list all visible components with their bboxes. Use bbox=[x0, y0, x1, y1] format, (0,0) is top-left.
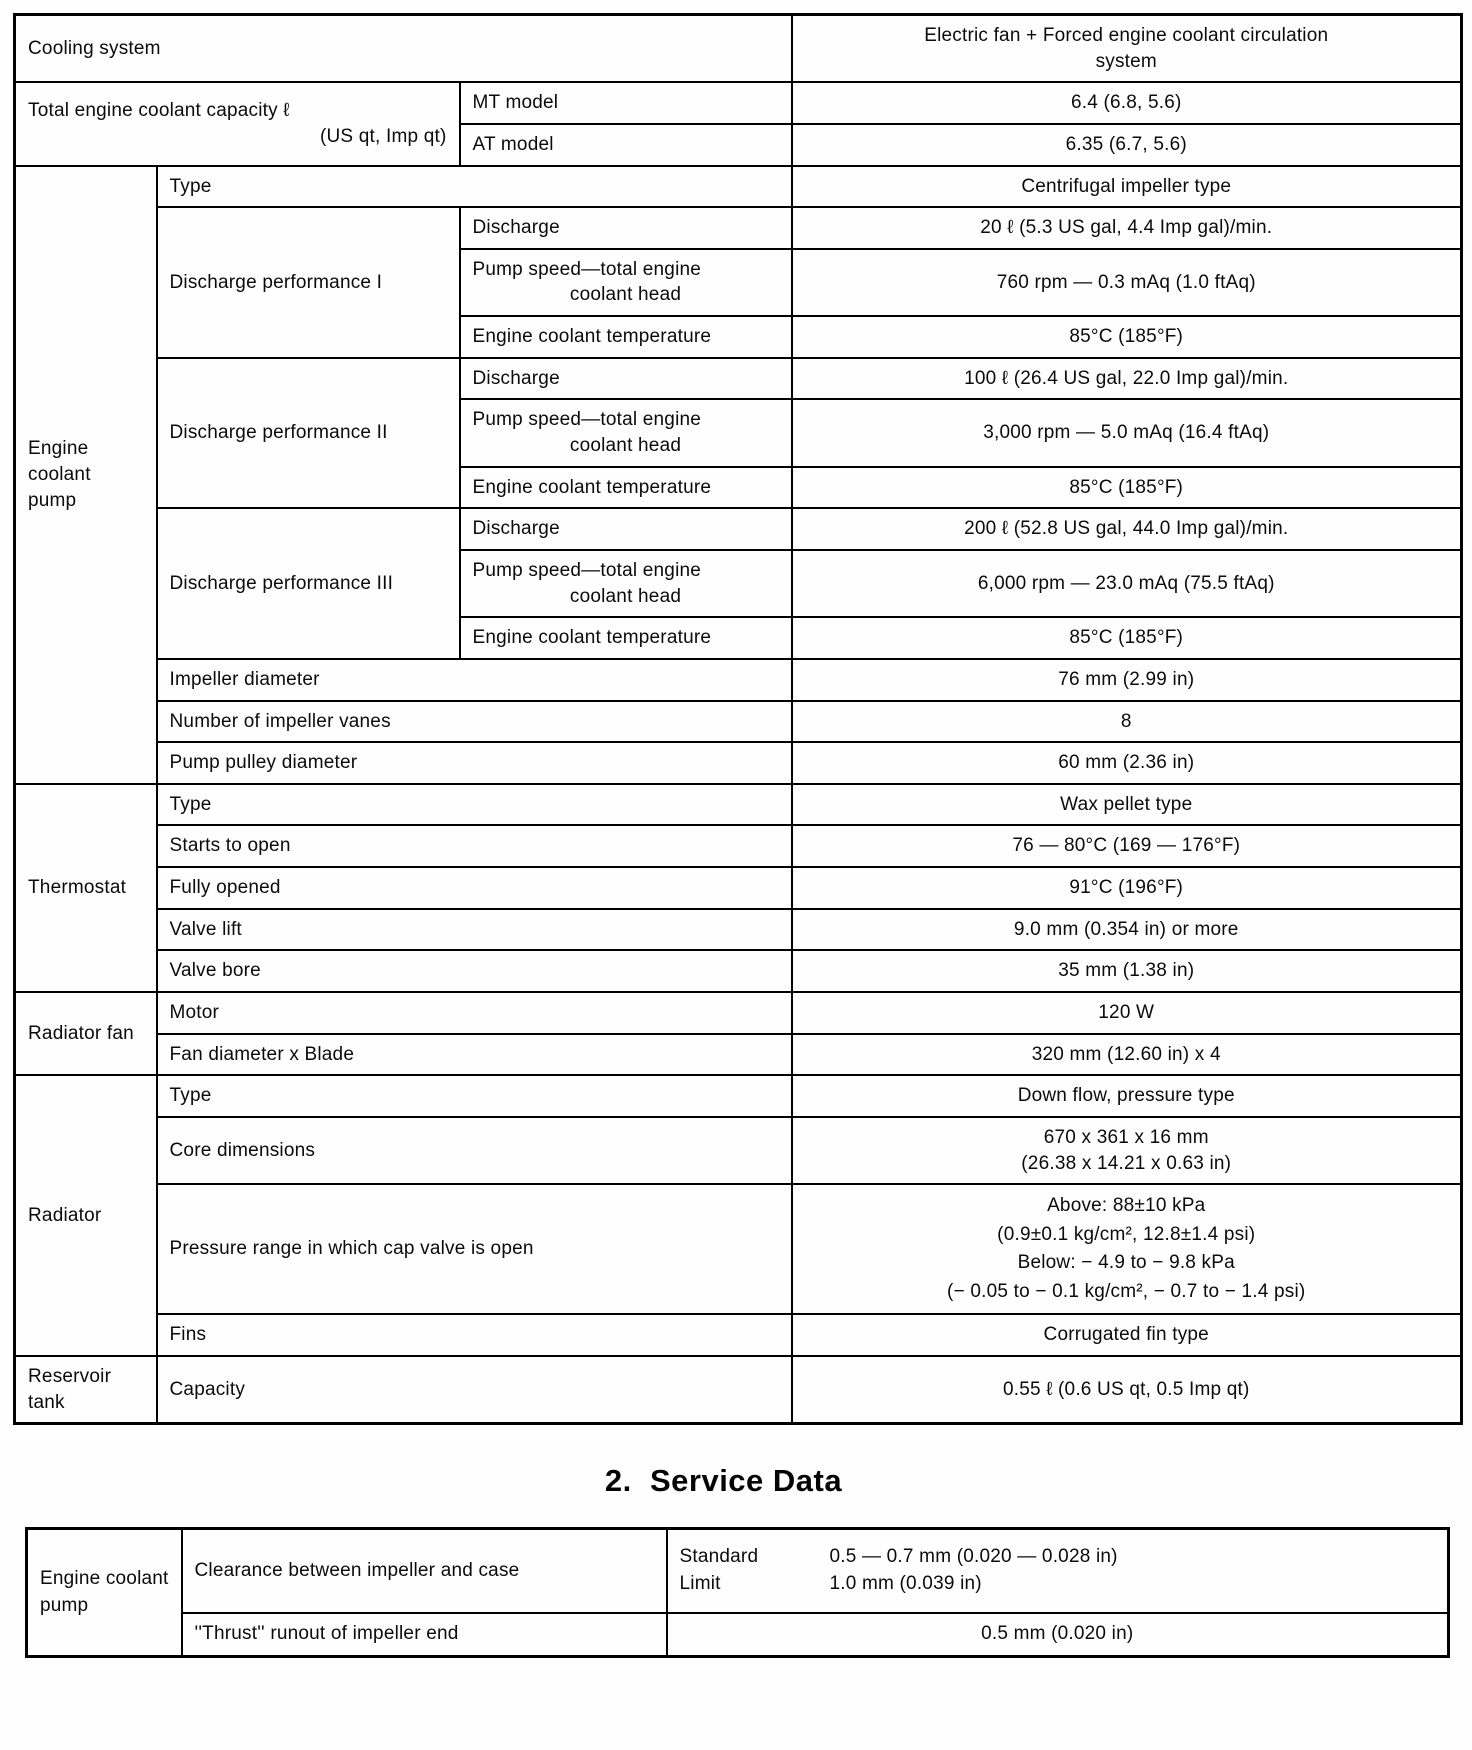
perf2-pump-speed-label bbox=[460, 399, 792, 466]
limit-label: Limit bbox=[679, 1572, 721, 1594]
radiator-type-value: Down flow, pressure type bbox=[792, 1075, 1462, 1117]
thrust-runout-label: ''Thrust'' runout of impeller end bbox=[182, 1613, 667, 1657]
perf1-temperature-label: Engine coolant temperature bbox=[460, 316, 792, 358]
perf3-temperature-label: Engine coolant temperature bbox=[460, 617, 792, 659]
core-dimensions-label: Core dimensions bbox=[157, 1117, 792, 1184]
starts-to-open-value: 76 — 80°C (169 — 176°F) bbox=[792, 825, 1462, 867]
value-line: (− 0.05 to − 0.1 kg/cm², − 0.7 to − 1.4 psi) bbox=[947, 1280, 1306, 1302]
fins-label: Fins bbox=[157, 1314, 792, 1356]
pump-pulley-diameter-value: 60 mm (2.36 in) bbox=[792, 742, 1462, 784]
pressure-range-value bbox=[792, 1184, 1462, 1314]
perf2-temperature-value: 85°C (185°F) bbox=[792, 467, 1462, 509]
label-line: Pump speed—total engine bbox=[472, 409, 702, 431]
reservoir-tank-section-label: Reservoir tank bbox=[15, 1356, 157, 1424]
core-dimensions-value bbox=[792, 1117, 1462, 1184]
label-line: coolant head bbox=[569, 585, 682, 607]
table-row bbox=[27, 1613, 1449, 1657]
table-row bbox=[15, 1314, 1462, 1356]
fins-value: Corrugated fin type bbox=[792, 1314, 1462, 1356]
table-row bbox=[15, 82, 1462, 124]
table-row bbox=[27, 1529, 1449, 1613]
fan-diameter-value: 320 mm (12.60 in) x 4 bbox=[792, 1034, 1462, 1076]
standard-label: Standard bbox=[679, 1546, 759, 1568]
table-row bbox=[15, 992, 1462, 1034]
cooling-system-label: Cooling system bbox=[15, 15, 792, 83]
table-row bbox=[15, 867, 1462, 909]
table-row bbox=[15, 659, 1462, 701]
coolant-capacity-label bbox=[15, 82, 460, 165]
table-row bbox=[15, 1356, 1462, 1424]
perf2-discharge-label: Discharge bbox=[460, 358, 792, 400]
limit-row bbox=[680, 1571, 1436, 1598]
cooling-system-value bbox=[792, 15, 1462, 83]
table-row bbox=[15, 784, 1462, 826]
value-line: Electric fan + Forced engine coolant circulation bbox=[924, 25, 1329, 46]
table-row bbox=[15, 742, 1462, 784]
label-line: coolant head bbox=[569, 435, 682, 457]
perf1-pump-speed-label bbox=[460, 249, 792, 316]
perf2-temperature-label: Engine coolant temperature bbox=[460, 467, 792, 509]
pump-pulley-diameter-label: Pump pulley diameter bbox=[157, 742, 792, 784]
value-line: (0.9±0.1 kg/cm², 12.8±1.4 psi) bbox=[997, 1223, 1256, 1245]
perf3-pump-speed-label bbox=[460, 550, 792, 617]
impeller-diameter-label: Impeller diameter bbox=[157, 659, 792, 701]
value-line: 670 x 361 x 16 mm bbox=[1043, 1126, 1209, 1148]
table-row bbox=[15, 1117, 1462, 1184]
fully-opened-label: Fully opened bbox=[157, 867, 792, 909]
impeller-vanes-label: Number of impeller vanes bbox=[157, 701, 792, 743]
thrust-runout-value: 0.5 mm (0.020 in) bbox=[667, 1613, 1449, 1657]
thermostat-type-value: Wax pellet type bbox=[792, 784, 1462, 826]
table-row bbox=[15, 1075, 1462, 1117]
limit-value: 1.0 mm (0.039 in) bbox=[829, 1572, 982, 1594]
valve-lift-label: Valve lift bbox=[157, 909, 792, 951]
at-model-value: 6.35 (6.7, 5.6) bbox=[792, 124, 1462, 166]
perf2-pump-speed-value: 3,000 rpm — 5.0 mAq (16.4 ftAq) bbox=[792, 399, 1462, 466]
discharge-performance-2-label: Discharge performance II bbox=[157, 358, 460, 509]
table-row bbox=[15, 701, 1462, 743]
engine-coolant-pump-section-label: Engine coolant pump bbox=[15, 166, 157, 784]
mt-model-label: MT model bbox=[460, 82, 792, 124]
valve-bore-label: Valve bore bbox=[157, 950, 792, 992]
label-line: (US qt, Imp qt) bbox=[319, 125, 447, 147]
table-row bbox=[15, 1184, 1462, 1314]
service-pump-section-label: Engine coolant pump bbox=[27, 1529, 182, 1657]
thermostat-type-label: Type bbox=[157, 784, 792, 826]
label-line: coolant head bbox=[569, 284, 682, 306]
pump-type-value: Centrifugal impeller type bbox=[792, 166, 1462, 208]
impeller-vanes-value: 8 bbox=[792, 701, 1462, 743]
perf3-temperature-value: 85°C (185°F) bbox=[792, 617, 1462, 659]
fan-diameter-label: Fan diameter x Blade bbox=[157, 1034, 792, 1076]
label-line: Total engine coolant capacity ℓ bbox=[28, 100, 290, 122]
clearance-label: Clearance between impeller and case bbox=[182, 1529, 667, 1613]
discharge-performance-1-label: Discharge performance I bbox=[157, 207, 460, 358]
radiator-type-label: Type bbox=[157, 1075, 792, 1117]
valve-bore-value: 35 mm (1.38 in) bbox=[792, 950, 1462, 992]
perf3-discharge-value: 200 ℓ (52.8 US gal, 44.0 Imp gal)/min. bbox=[792, 508, 1462, 550]
value-line: (26.38 x 14.21 x 0.63 in) bbox=[1021, 1152, 1232, 1174]
perf3-pump-speed-value: 6,000 rpm — 23.0 mAq (75.5 ftAq) bbox=[792, 550, 1462, 617]
label-line: Pump speed—total engine bbox=[472, 559, 702, 581]
value-line: Below: − 4.9 to − 9.8 kPa bbox=[1017, 1252, 1235, 1274]
pressure-range-label: Pressure range in which cap valve is open bbox=[157, 1184, 792, 1314]
perf1-temperature-value: 85°C (185°F) bbox=[792, 316, 1462, 358]
table-row bbox=[15, 15, 1462, 83]
thermostat-section-label: Thermostat bbox=[15, 784, 157, 992]
at-model-label: AT model bbox=[460, 124, 792, 166]
fan-motor-label: Motor bbox=[157, 992, 792, 1034]
fully-opened-value: 91°C (196°F) bbox=[792, 867, 1462, 909]
table-row bbox=[15, 909, 1462, 951]
table-row bbox=[15, 508, 1462, 550]
label-line: Pump speed—total engine bbox=[472, 258, 702, 280]
table-row bbox=[15, 207, 1462, 249]
valve-lift-value: 9.0 mm (0.354 in) or more bbox=[792, 909, 1462, 951]
table-row bbox=[15, 1034, 1462, 1076]
perf1-discharge-label: Discharge bbox=[460, 207, 792, 249]
starts-to-open-label: Starts to open bbox=[157, 825, 792, 867]
service-data-heading: 2. Service Data bbox=[604, 1463, 843, 1499]
radiator-section-label: Radiator bbox=[15, 1075, 157, 1356]
standard-value: 0.5 — 0.7 mm (0.020 — 0.028 in) bbox=[829, 1546, 1118, 1568]
pump-type-label: Type bbox=[157, 166, 792, 208]
perf1-discharge-value: 20 ℓ (5.3 US gal, 4.4 Imp gal)/min. bbox=[792, 207, 1462, 249]
discharge-performance-3-label: Discharge performance III bbox=[157, 508, 460, 659]
value-line: Above: 88±10 kPa bbox=[1047, 1195, 1206, 1217]
clearance-values-cell bbox=[667, 1529, 1449, 1613]
perf1-pump-speed-value: 760 rpm — 0.3 mAq (1.0 ftAq) bbox=[792, 249, 1462, 316]
table-row bbox=[15, 825, 1462, 867]
service-data-table bbox=[25, 1527, 1450, 1658]
reservoir-capacity-value: 0.55 ℓ (0.6 US qt, 0.5 Imp qt) bbox=[792, 1356, 1462, 1424]
perf2-discharge-value: 100 ℓ (26.4 US gal, 22.0 Imp gal)/min. bbox=[792, 358, 1462, 400]
reservoir-capacity-label: Capacity bbox=[157, 1356, 792, 1424]
table-row bbox=[15, 950, 1462, 992]
standard-row bbox=[680, 1544, 1436, 1571]
cooling-system-spec-table bbox=[13, 13, 1463, 1425]
table-row bbox=[15, 166, 1462, 208]
impeller-diameter-value: 76 mm (2.99 in) bbox=[792, 659, 1462, 701]
table-row bbox=[15, 358, 1462, 400]
fan-motor-value: 120 W bbox=[792, 992, 1462, 1034]
perf3-discharge-label: Discharge bbox=[460, 508, 792, 550]
radiator-fan-section-label: Radiator fan bbox=[15, 992, 157, 1075]
mt-model-value: 6.4 (6.8, 5.6) bbox=[792, 82, 1462, 124]
value-line: system bbox=[1095, 50, 1157, 72]
